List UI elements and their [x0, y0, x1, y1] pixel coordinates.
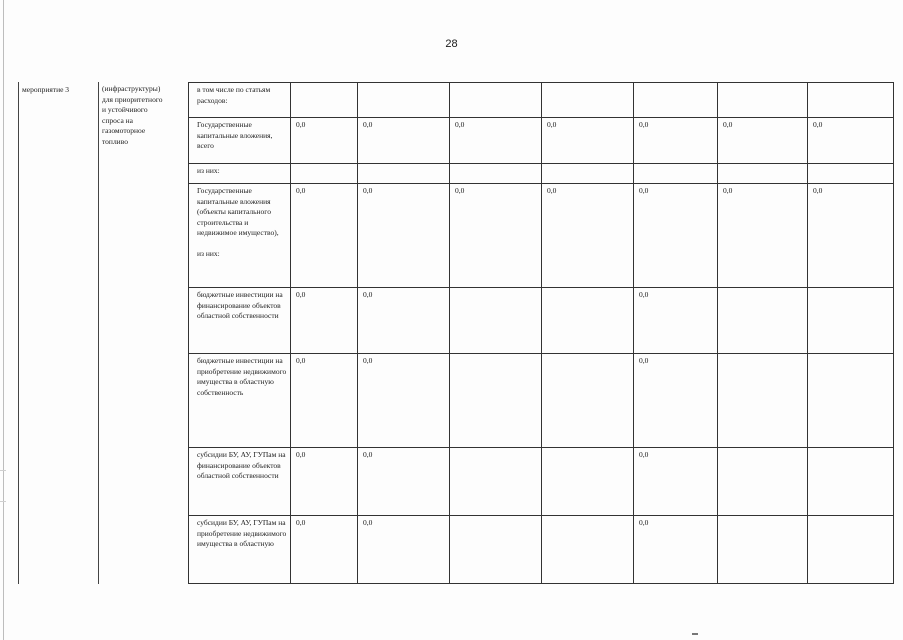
expense-item-note: из них:	[197, 248, 220, 258]
amount-cell	[808, 164, 894, 184]
amount-cell: 0,0	[291, 448, 358, 516]
amount-cell: 0,0	[291, 288, 358, 354]
amount-cell	[542, 448, 634, 516]
event-label: мероприятие 3	[22, 85, 70, 94]
amount-cell	[450, 516, 542, 584]
expense-item-cell	[189, 164, 291, 184]
purpose-line: спроса на	[102, 115, 133, 125]
purpose-line: топливо	[102, 136, 128, 146]
amount-cell	[450, 448, 542, 516]
amount-cell: 0,0	[450, 184, 542, 288]
amount-cell: 0,0	[634, 184, 718, 288]
table-row	[189, 288, 894, 354]
amount-cell: 0,0	[358, 118, 450, 164]
expense-item-cell	[189, 354, 291, 448]
amount-cell: 0,0	[358, 516, 450, 584]
amount-cell: 0,0	[634, 288, 718, 354]
financing-table	[188, 82, 894, 584]
amount-cell: 0,0	[808, 118, 894, 164]
table-row	[189, 448, 894, 516]
amount-cell	[450, 354, 542, 448]
amount-cell	[808, 448, 894, 516]
scan-edge-mark	[0, 470, 6, 502]
expense-item-cell	[189, 448, 291, 516]
amount-cell	[718, 164, 808, 184]
amount-cell: 0,0	[634, 516, 718, 584]
column-divider-line	[98, 82, 99, 584]
scan-edge-line	[3, 0, 4, 640]
amount-cell: 0,0	[808, 184, 894, 288]
amount-cell	[291, 164, 358, 184]
amount-cell	[808, 354, 894, 448]
expense-item-label: бюджетные инвестиции на финансирование объектов областной собственности	[197, 290, 283, 320]
amount-cell: 0,0	[358, 354, 450, 448]
expense-item-cell	[189, 83, 291, 118]
amount-cell	[718, 354, 808, 448]
amount-cell	[542, 288, 634, 354]
table-row	[189, 516, 894, 584]
amount-cell: 0,0	[634, 118, 718, 164]
event-purpose	[102, 84, 182, 147]
expense-item-label: бюджетные инвестиции на приобретение недвижимого имущества в областную собственность	[197, 356, 287, 397]
amount-cell: 0,0	[542, 184, 634, 288]
amount-cell	[808, 83, 894, 118]
amount-cell	[450, 83, 542, 118]
expense-item-label: из них:	[197, 166, 220, 175]
amount-cell	[450, 164, 542, 184]
left-border-line	[18, 82, 19, 584]
table-row	[189, 184, 894, 288]
amount-cell	[358, 83, 450, 118]
amount-cell	[542, 83, 634, 118]
amount-cell: 0,0	[358, 448, 450, 516]
amount-cell: 0,0	[542, 118, 634, 164]
table-row	[189, 83, 894, 118]
amount-cell: 0,0	[358, 184, 450, 288]
purpose-line: газомоторное	[102, 126, 146, 135]
scan-speck	[692, 633, 698, 635]
table-row	[189, 354, 894, 448]
amount-cell	[634, 83, 718, 118]
amount-cell	[634, 164, 718, 184]
expense-item-cell	[189, 516, 291, 584]
amount-cell	[808, 288, 894, 354]
amount-cell	[718, 288, 808, 354]
amount-cell	[291, 83, 358, 118]
expense-item-label: в том числе по статьям расходов:	[197, 85, 271, 105]
purpose-line: для приоритетного	[102, 94, 163, 104]
expense-item-label: Государственные капитальные вложения (объекты капитального строительства и недвижимое имущество),	[197, 186, 279, 237]
amount-cell	[542, 164, 634, 184]
expense-item-cell	[189, 118, 291, 164]
amount-cell: 0,0	[358, 288, 450, 354]
amount-cell: 0,0	[718, 118, 808, 164]
expense-item-label: Государственные капитальные вложения, всего	[197, 120, 273, 150]
amount-cell	[808, 516, 894, 584]
amount-cell: 0,0	[291, 354, 358, 448]
amount-cell	[450, 288, 542, 354]
amount-cell: 0,0	[291, 516, 358, 584]
amount-cell: 0,0	[718, 184, 808, 288]
amount-cell	[718, 83, 808, 118]
amount-cell: 0,0	[634, 448, 718, 516]
table-row	[189, 118, 894, 164]
amount-cell	[542, 354, 634, 448]
amount-cell: 0,0	[291, 118, 358, 164]
expense-item-label: субсидии БУ, АУ, ГУПам на приобретение недвижимого имущества в областную	[197, 518, 287, 548]
amount-cell: 0,0	[291, 184, 358, 288]
amount-cell	[542, 516, 634, 584]
amount-cell	[718, 448, 808, 516]
expense-item-label: субсидии БУ, АУ, ГУПам на финансирование объектов областной собственности	[197, 450, 286, 480]
amount-cell	[358, 164, 450, 184]
amount-cell: 0,0	[634, 354, 718, 448]
page-number: 28	[445, 38, 458, 50]
amount-cell	[718, 516, 808, 584]
table-row	[189, 164, 894, 184]
purpose-line: и устойчивого	[102, 105, 148, 114]
expense-item-cell	[189, 288, 291, 354]
expense-item-cell	[189, 184, 291, 288]
purpose-line: (инфраструктуры)	[102, 84, 161, 93]
program-event-block	[18, 82, 188, 584]
amount-cell: 0,0	[450, 118, 542, 164]
